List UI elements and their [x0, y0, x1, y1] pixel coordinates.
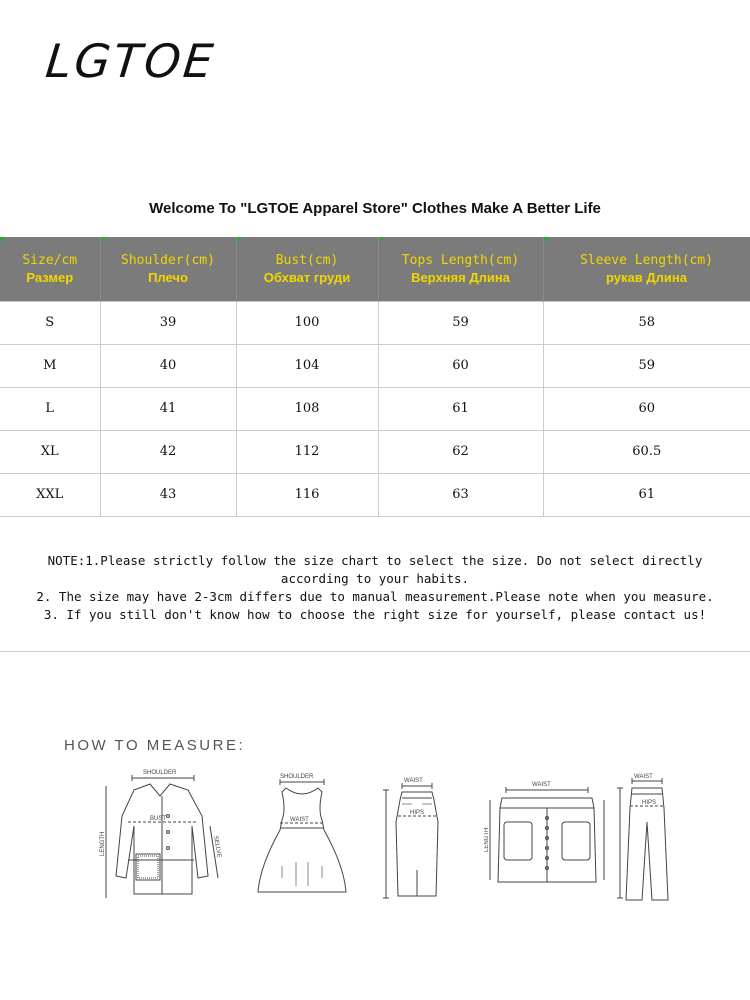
size-cell: XL — [0, 430, 100, 473]
shoulder-cell: 40 — [100, 344, 236, 387]
header-size: Size/cm Размер — [0, 237, 100, 301]
note-line-3: 2. The size may have 2-3cm differs due to manual measurement.Please note when you measure. — [36, 589, 714, 604]
tops-length-cell: 62 — [378, 430, 543, 473]
size-cell: S — [0, 301, 100, 344]
note-line-4: 3. If you still don't know how to choose the right size for yourself, please contact us! — [43, 607, 707, 622]
note-line-1: NOTE:1.Please strictly follow the size chart to select the size. Do not select directly — [47, 553, 703, 568]
waist-label: WAIST — [404, 778, 423, 784]
dress-measure-figure — [252, 766, 352, 906]
size-cell: L — [0, 387, 100, 430]
header-shoulder: Shoulder(cm) Плечо — [100, 237, 236, 301]
bust-cell: 116 — [236, 473, 378, 516]
shoulder-label: SHOULDER — [143, 770, 177, 776]
brand-logo: LGTOE — [43, 34, 219, 88]
shoulder-cell: 42 — [100, 430, 236, 473]
hips-label: HIPS — [410, 810, 425, 816]
shoulder-cell: 41 — [100, 387, 236, 430]
jacket-measure-figure — [98, 766, 238, 906]
bust-cell: 100 — [236, 301, 378, 344]
mini-skirt-measure-figure — [484, 772, 610, 896]
shoulder-cell: 43 — [100, 473, 236, 516]
tops-length-cell: 61 — [378, 387, 543, 430]
size-cell: M — [0, 344, 100, 387]
hips-label: HIPS — [642, 800, 657, 806]
header-sleeve-length: Sleeve Length(cm) рукав Длина — [543, 237, 750, 301]
size-note — [0, 516, 750, 652]
trousers-measure-figure — [612, 768, 682, 908]
waist-label: WAIST — [290, 817, 309, 823]
tops-length-cell: 63 — [378, 473, 543, 516]
waist-label: WAIST — [634, 774, 653, 780]
table-row — [0, 301, 750, 344]
skirt-measure-figure — [378, 770, 454, 906]
bust-cell: 104 — [236, 344, 378, 387]
length-label: LENGTH — [100, 831, 106, 856]
tops-length-cell: 60 — [378, 344, 543, 387]
size-chart-table — [0, 237, 750, 517]
table-row — [0, 473, 750, 516]
length-label: LENGTH — [484, 827, 490, 852]
welcome-banner: Welcome To "LGTOE Apparel Store" Clothes Make A Better Life — [149, 200, 601, 217]
bust-cell: 108 — [236, 387, 378, 430]
shoulder-label: SHOULDER — [280, 774, 314, 780]
size-cell: XXL — [0, 473, 100, 516]
shoulder-cell: 39 — [100, 301, 236, 344]
sleeve-length-cell: 58 — [543, 301, 750, 344]
sleeve-length-cell: 61 — [543, 473, 750, 516]
bust-label: BUST — [150, 816, 167, 822]
waist-label: WAIST — [532, 782, 551, 788]
tops-length-cell: 59 — [378, 301, 543, 344]
sleeve-label: SELLVE — [212, 835, 222, 859]
how-to-measure-title: HOW TO MEASURE: — [64, 737, 246, 754]
bust-cell: 112 — [236, 430, 378, 473]
sleeve-length-cell: 60 — [543, 387, 750, 430]
header-tops-length: Tops Length(cm) Верхняя Длина — [378, 237, 543, 301]
size-chart-header-row — [0, 237, 750, 301]
table-row — [0, 430, 750, 473]
table-row — [0, 344, 750, 387]
sleeve-length-cell: 60.5 — [543, 430, 750, 473]
note-line-2: according to your habits. — [280, 571, 470, 586]
header-bust: Bust(cm) Обхват груди — [236, 237, 378, 301]
sleeve-length-cell: 59 — [543, 344, 750, 387]
table-row — [0, 387, 750, 430]
